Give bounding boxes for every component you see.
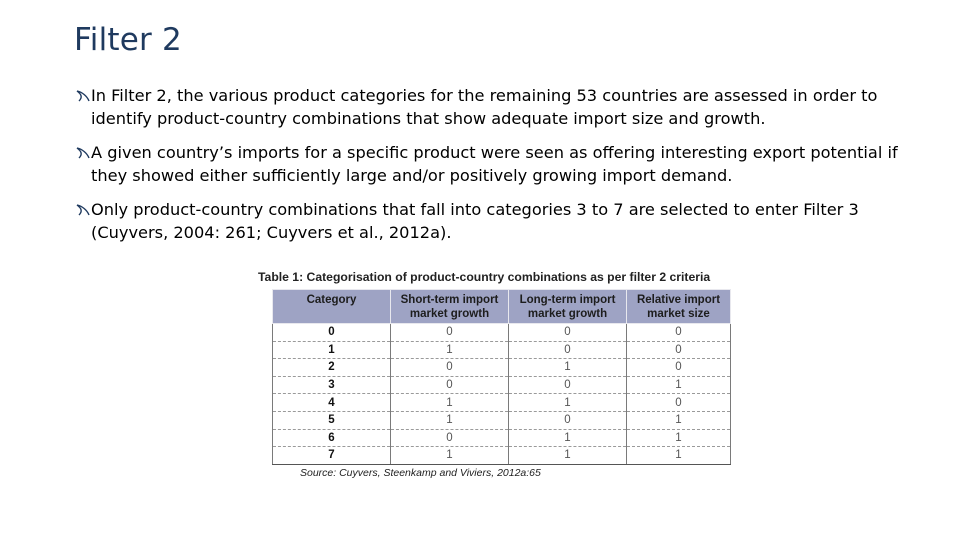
cell-category: 4 — [273, 394, 391, 412]
cell-long-term: 0 — [509, 376, 627, 394]
table-figure — [258, 270, 758, 479]
cell-long-term: 0 — [509, 324, 627, 342]
table-row — [273, 411, 731, 429]
cell-short-term: 1 — [391, 394, 509, 412]
table-source: Source: Cuyvers, Steenkamp and Viviers, 2012a:65 — [300, 466, 541, 479]
table-row — [273, 341, 731, 359]
bullet-item — [74, 84, 904, 130]
table-caption: Table 1: Categorisation of product-country combinations as per filter 2 criteria — [258, 270, 711, 284]
arc-bullet-icon — [74, 145, 90, 161]
cell-long-term: 1 — [509, 394, 627, 412]
cell-relative: 1 — [627, 376, 731, 394]
bullet-list — [74, 84, 904, 255]
cell-category: 1 — [273, 341, 391, 359]
cell-relative: 1 — [627, 429, 731, 447]
cell-category: 0 — [273, 324, 391, 342]
cell-relative: 1 — [627, 447, 731, 465]
bullet-text: In Filter 2, the various product categories for the remaining 53 countries are assessed in order to identify product-country combinations that show adequate import size and growth. — [91, 86, 878, 128]
arc-bullet-icon — [74, 202, 90, 218]
cell-long-term: 1 — [509, 429, 627, 447]
cell-short-term: 1 — [391, 341, 509, 359]
cell-long-term: 1 — [509, 359, 627, 377]
cell-category: 6 — [273, 429, 391, 447]
table-row — [273, 376, 731, 394]
cell-long-term: 0 — [509, 341, 627, 359]
table-row — [273, 429, 731, 447]
bullet-item — [74, 198, 904, 244]
cell-category: 3 — [273, 376, 391, 394]
cell-category: 2 — [273, 359, 391, 377]
cell-long-term: 0 — [509, 411, 627, 429]
table-row — [273, 447, 731, 465]
cell-short-term: 0 — [391, 376, 509, 394]
table-row — [273, 359, 731, 377]
table-header-row — [273, 290, 731, 324]
table-row — [273, 394, 731, 412]
bullet-text: Only product-country combinations that fall into categories 3 to 7 are selected to enter Filter 3 (Cuyvers, 2004: 261; Cuyvers et al., 2012a). — [91, 200, 859, 242]
header-relative-size: Relative import market size — [627, 290, 731, 324]
cell-relative: 0 — [627, 359, 731, 377]
table-row — [273, 324, 731, 342]
header-long-term: Long-term import market growth — [509, 290, 627, 324]
cell-relative: 0 — [627, 394, 731, 412]
bullet-text: A given country’s imports for a specific product were seen as offering interesting export potential if they showed either sufficiently large and/or positively growing import demand. — [91, 143, 898, 185]
cell-short-term: 0 — [391, 359, 509, 377]
page-title: Filter 2 — [74, 22, 182, 58]
cell-short-term: 0 — [391, 429, 509, 447]
cell-category: 7 — [273, 447, 391, 465]
header-short-term: Short-term import market growth — [391, 290, 509, 324]
cell-relative: 1 — [627, 411, 731, 429]
cell-relative: 0 — [627, 341, 731, 359]
cell-short-term: 0 — [391, 324, 509, 342]
arc-bullet-icon — [74, 88, 90, 104]
header-category: Category — [273, 290, 391, 324]
cell-long-term: 1 — [509, 447, 627, 465]
bullet-item — [74, 141, 904, 187]
cell-relative: 0 — [627, 324, 731, 342]
category-table — [272, 289, 731, 465]
cell-short-term: 1 — [391, 447, 509, 465]
cell-short-term: 1 — [391, 411, 509, 429]
cell-category: 5 — [273, 411, 391, 429]
